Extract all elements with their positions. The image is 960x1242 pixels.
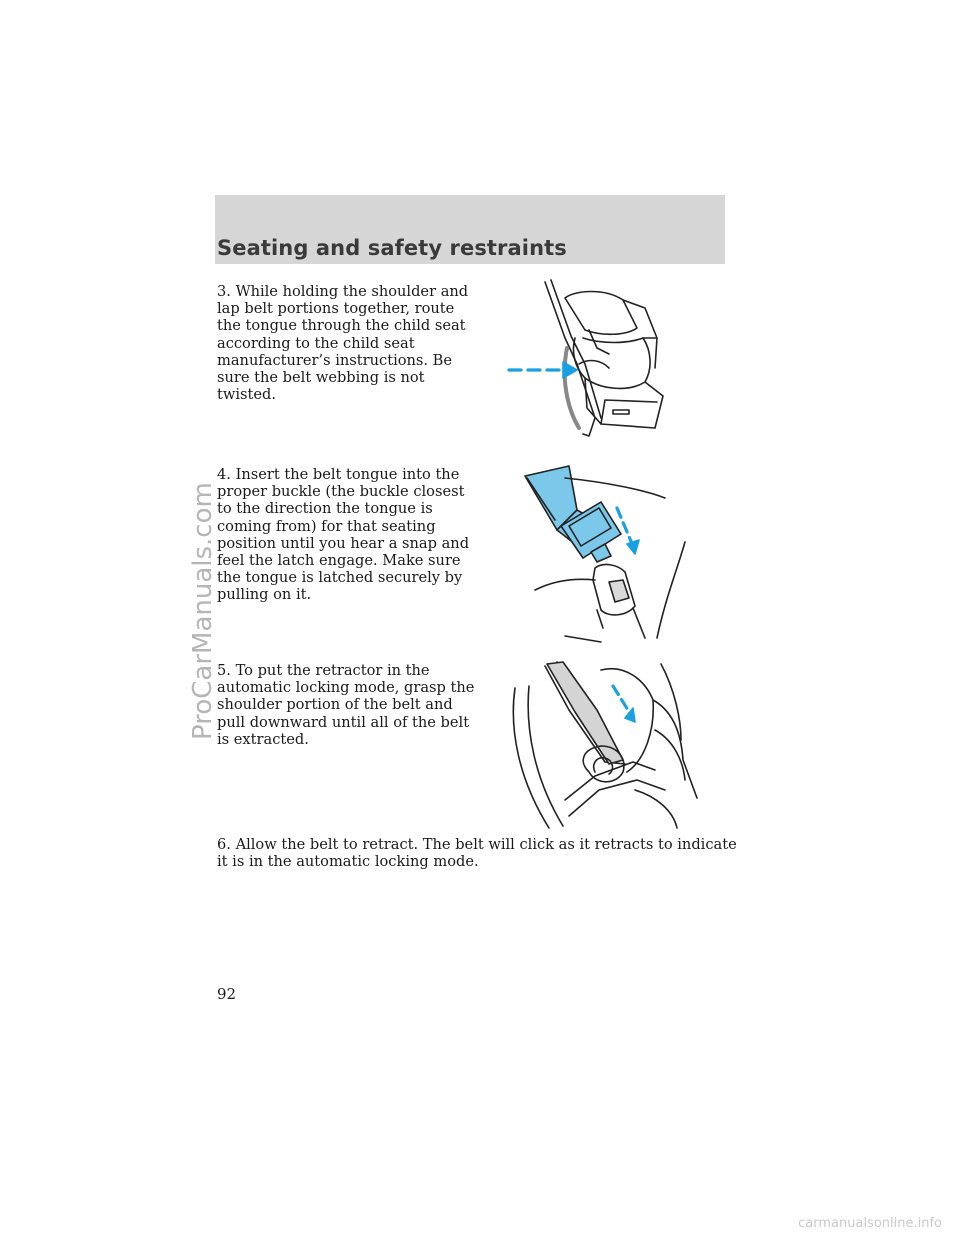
step-6-text: 6. Allow the belt to retract. The belt will click as it retracts to indicate it is in the automatic locking mode. [217,836,737,871]
retractor-locking-illustration [505,660,705,830]
child-seat-routing-illustration [505,278,705,448]
step-5-text: 5. To put the retractor in the automatic locking mode, grasp the shoulder portion of the belt and pull downward until all of the belt is extracted. [217,662,475,748]
page-number: 92 [217,985,237,1003]
side-watermark: ProCarManuals.com [188,482,218,740]
footer-url: carmanualsonline.info [798,1216,942,1231]
buckle-insertion-illustration [505,460,705,645]
section-title: Seating and safety restraints [217,236,567,260]
step-3-text: 3. While holding the shoulder and lap belt portions together, route the tongue through the child seat according to the child seat manufacturer’s instructions. Be sure the belt webbing is not twisted. [217,283,469,404]
step-4-text: 4. Insert the belt tongue into the proper buckle (the buckle closest to the direction the tongue is coming from) for that seating position until you hear a snap and feel the latch engage. Make sure the tongue is latched securely by pulling on it. [217,466,470,604]
